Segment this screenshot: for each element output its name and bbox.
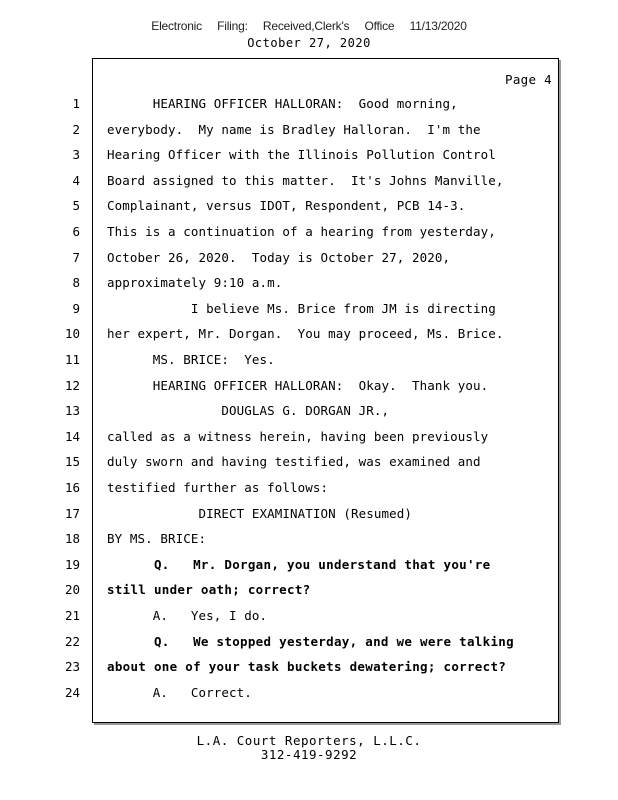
line-number: 11	[64, 352, 80, 367]
line-number: 1	[72, 96, 80, 111]
line-number: 13	[64, 403, 80, 419]
transcript-date: October 27, 2020	[247, 36, 371, 50]
line-number: 4	[72, 172, 80, 188]
transcript-line: A. Yes, I do.	[107, 608, 268, 623]
transcript-line: still under oath; correct?	[107, 582, 311, 598]
transcript-line: DOUGLAS G. DORGAN JR.,	[107, 403, 390, 419]
line-number: 12	[64, 377, 80, 393]
filing-label-received: Received,Clerk's	[262, 19, 350, 33]
line-number: 22	[64, 633, 80, 649]
transcript-line: BY MS. BRICE:	[107, 531, 207, 547]
transcript-line: A. Correct.	[107, 684, 252, 700]
transcript-line: her expert, Mr. Dorgan. You may proceed, Ms. Brice.	[107, 326, 504, 342]
transcript-line: approximately 9:10 a.m.	[107, 275, 283, 291]
filing-label-electronic: Electronic	[151, 19, 202, 33]
transcript-line: Board assigned to this matter. It's Johns Manville,	[107, 172, 504, 188]
transcript-line: Q. We stopped yesterday, and we were talking	[107, 633, 514, 649]
transcript-line: duly sworn and having testified, was examined and	[107, 454, 481, 470]
line-number: 21	[64, 608, 80, 623]
line-number: 10	[64, 326, 80, 342]
transcript-line: called as a witness herein, having been previously	[107, 428, 489, 444]
filing-date: 11/13/2020	[409, 19, 467, 33]
line-number: 16	[64, 480, 80, 495]
transcript-line: October 26, 2020. Today is October 27, 2020,	[107, 249, 451, 265]
transcript-line: HEARING OFFICER HALLORAN: Okay. Thank you.	[107, 377, 489, 393]
line-number: 15	[64, 454, 80, 470]
line-number: 8	[72, 275, 80, 291]
transcript-line: DIRECT EXAMINATION (Resumed)	[107, 505, 413, 521]
line-number: 9	[72, 300, 80, 316]
line-number: 19	[64, 556, 80, 572]
line-number: 7	[72, 249, 80, 265]
transcript-line: Q. Mr. Dorgan, you understand that you're	[107, 556, 491, 572]
transcript-line: HEARING OFFICER HALLORAN: Good morning,	[107, 96, 458, 111]
filing-label-filing: Filing:	[217, 19, 248, 33]
electronic-filing-stamp	[0, 19, 618, 33]
transcript-line: Complainant, versus IDOT, Respondent, PCB 14-3.	[107, 198, 466, 214]
page-number: Page 4	[505, 72, 552, 87]
court-reporter-phone: 312-419-9292	[260, 747, 358, 762]
transcript-line: This is a continuation of a hearing from yesterday,	[107, 224, 496, 239]
line-number: 2	[72, 121, 80, 137]
transcript-line: Hearing Officer with the Illinois Pollution Control	[107, 147, 496, 163]
filing-label-office: Office	[364, 19, 395, 33]
transcript-line: I believe Ms. Brice from JM is directing	[107, 300, 496, 316]
line-number: 17	[64, 505, 80, 521]
line-number: 20	[64, 582, 80, 598]
transcript-line: MS. BRICE: Yes.	[107, 352, 275, 367]
transcript-line: about one of your task buckets dewatering; correct?	[107, 659, 507, 675]
line-number: 14	[64, 428, 80, 444]
court-reporter-name: L.A. Court Reporters, L.L.C.	[196, 733, 422, 748]
transcript-line: everybody. My name is Bradley Halloran. I'm the	[107, 121, 481, 137]
line-number: 3	[72, 147, 80, 163]
line-number: 23	[64, 659, 80, 675]
line-number: 5	[72, 198, 80, 214]
line-number: 24	[64, 684, 80, 700]
line-number: 6	[72, 224, 80, 239]
transcript-line: testified further as follows:	[107, 480, 329, 495]
line-number: 18	[64, 531, 80, 547]
